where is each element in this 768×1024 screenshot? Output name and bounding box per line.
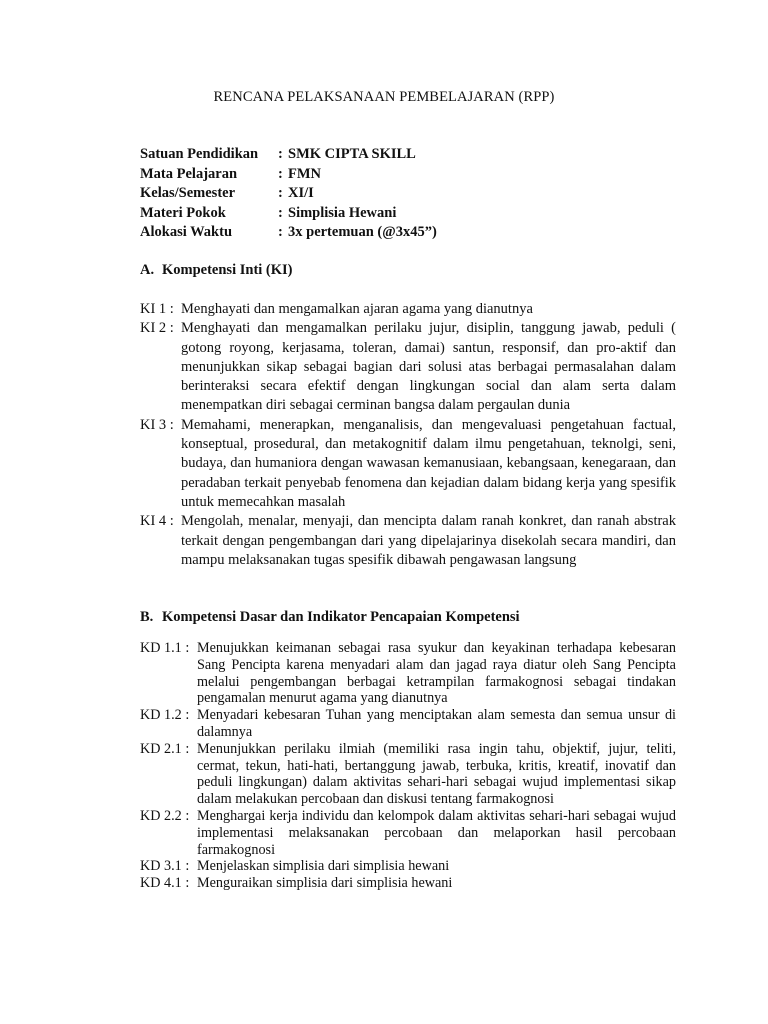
- identity-separator: :: [278, 204, 283, 221]
- kd-code: KD 1.2 :: [140, 707, 190, 724]
- identity-separator: :: [278, 146, 283, 162]
- ki-text: Memahami, menerapkan, menganalisis, dan mengevaluasi pengetahuan factual, konseptual, prosedural, dan metakognitif dalam ilmu pengetahuan, teknolgi, seni, budaya, dan humaniora dengan wawasan kemanusiaan, kebangsaan, kenegaraan, dan peradaban terkait penyebab fenomena dan kejadian dalam bidang kerja yang spesifik untuk memecahkan masalah: [181, 416, 676, 510]
- ki-list: [140, 300, 676, 570]
- ki-code: KI 3 :: [140, 416, 174, 433]
- ki-text: Menghayati dan mengamalkan perilaku jujur, disiplin, tanggung jawab, peduli ( gotong royong, kerjasama, toleran, damai) santun, responsif, dan pro-aktif dan menunjukkan sikap sebagai bagian dari solusi atas berbagai permasalahan dalam berinteraksi secara efektif dengan lingkungan social dan alam serta dalam menempatkan diri sebagai cerminan bangsa dalam pergaulan dunia: [181, 320, 676, 414]
- section-number: A.: [140, 262, 155, 278]
- identity-row: [140, 184, 437, 204]
- ki-code: KI 1 :: [140, 301, 174, 317]
- kd-code: KD 2.1 :: [140, 740, 190, 757]
- identity-row: [140, 223, 437, 243]
- identity-separator: :: [278, 224, 283, 240]
- kd-text: Menujukkan keimanan sebagai rasa syukur dan keyakinan terhadapa kebesaran Sang Pencipta karena menyadari alam dan jagad raya diatur oleh Sang Pencipta melalui pengembangan berbagai ketrampilan farmakognosi sebagai tindakan pengamalan menurut agama yang dianutnya: [197, 640, 676, 707]
- kd-item: [140, 808, 676, 858]
- identity-label: Mata Pelajaran: [140, 165, 238, 182]
- kd-text: Menjelaskan simplisia dari simplisia hewani: [197, 858, 450, 875]
- identity-label: Alokasi Waktu: [140, 224, 233, 240]
- kd-list: [140, 640, 676, 892]
- ki-item: [140, 319, 676, 415]
- kd-code: KD 4.1 :: [140, 875, 190, 892]
- kd-item: [140, 640, 676, 707]
- section-number: B.: [140, 609, 154, 625]
- identity-value: FMN: [288, 165, 322, 182]
- kd-item: [140, 875, 676, 892]
- ki-code: KI 4 :: [140, 513, 174, 530]
- ki-item: [140, 512, 676, 570]
- page-title: RENCANA PELAKSANAAN PEMBELAJARAN (RPP): [213, 89, 555, 105]
- identity-value: Simplisia Hewani: [288, 204, 397, 221]
- kd-text: Menghargai kerja individu dan kelompok dalam aktivitas sehari-hari sebagai wujud implementasi melaksanakan percobaan dan melaporkan hasil percobaan farmakognosi: [197, 807, 676, 858]
- identity-row: [140, 204, 437, 224]
- identity-separator: :: [278, 165, 283, 182]
- kd-code: KD 2.2 :: [140, 807, 190, 824]
- identity-label: Kelas/Semester: [140, 185, 236, 201]
- identity-block: [140, 145, 437, 243]
- kd-item: [140, 707, 676, 741]
- identity-row: [140, 145, 437, 165]
- ki-code: KI 2 :: [140, 320, 174, 337]
- identity-value: SMK CIPTA SKILL: [288, 146, 416, 162]
- section-title: Kompetensi Dasar dan Indikator Pencapaian Kompetensi: [162, 609, 520, 625]
- ki-item: [140, 416, 676, 512]
- kd-item: [140, 741, 676, 808]
- kd-item: [140, 858, 676, 875]
- ki-text: Menghayati dan mengamalkan ajaran agama yang dianutnya: [181, 301, 533, 317]
- section-heading-b: [140, 609, 520, 626]
- identity-value: XI/I: [288, 185, 314, 201]
- kd-code: KD 3.1 :: [140, 858, 190, 875]
- identity-value: 3x pertemuan (@3x45”): [288, 224, 437, 240]
- section-title: Kompetensi Inti (KI): [162, 262, 293, 278]
- ki-item: [140, 300, 676, 319]
- kd-text: Menyadari kebesaran Tuhan yang menciptakan alam semesta dan semua unsur di dalamnya: [197, 707, 676, 740]
- ki-text: Mengolah, menalar, menyaji, dan mencipta dalam ranah konkret, dan ranah abstrak terkait dengan pengembangan dari yang dipelajarinya disekolah secara mandiri, dan mampu melaksanakan tugas spesifik dibawah pengawasan langsung: [181, 513, 676, 568]
- section-heading-a: [140, 262, 293, 279]
- identity-label: Materi Pokok: [140, 204, 226, 221]
- identity-separator: :: [278, 185, 283, 201]
- identity-label: Satuan Pendidikan: [140, 146, 259, 162]
- identity-row: [140, 165, 437, 185]
- kd-code: KD 1.1 :: [140, 640, 190, 656]
- kd-text: Menguraikan simplisia dari simplisia hewani: [197, 875, 453, 892]
- kd-text: Menunjukkan perilaku ilmiah (memiliki rasa ingin tahu, objektif, jujur, teliti, cermat, tekun, hati-hati, bertanggung jawab, terbuka, kritis, kreatif, inovatif dan peduli lingkungan) dalam aktivitas sehari-hari sebagai wujud implementasi sikap dalam melakukan percobaan dan diskusi tentang farmakognosi: [197, 740, 676, 808]
